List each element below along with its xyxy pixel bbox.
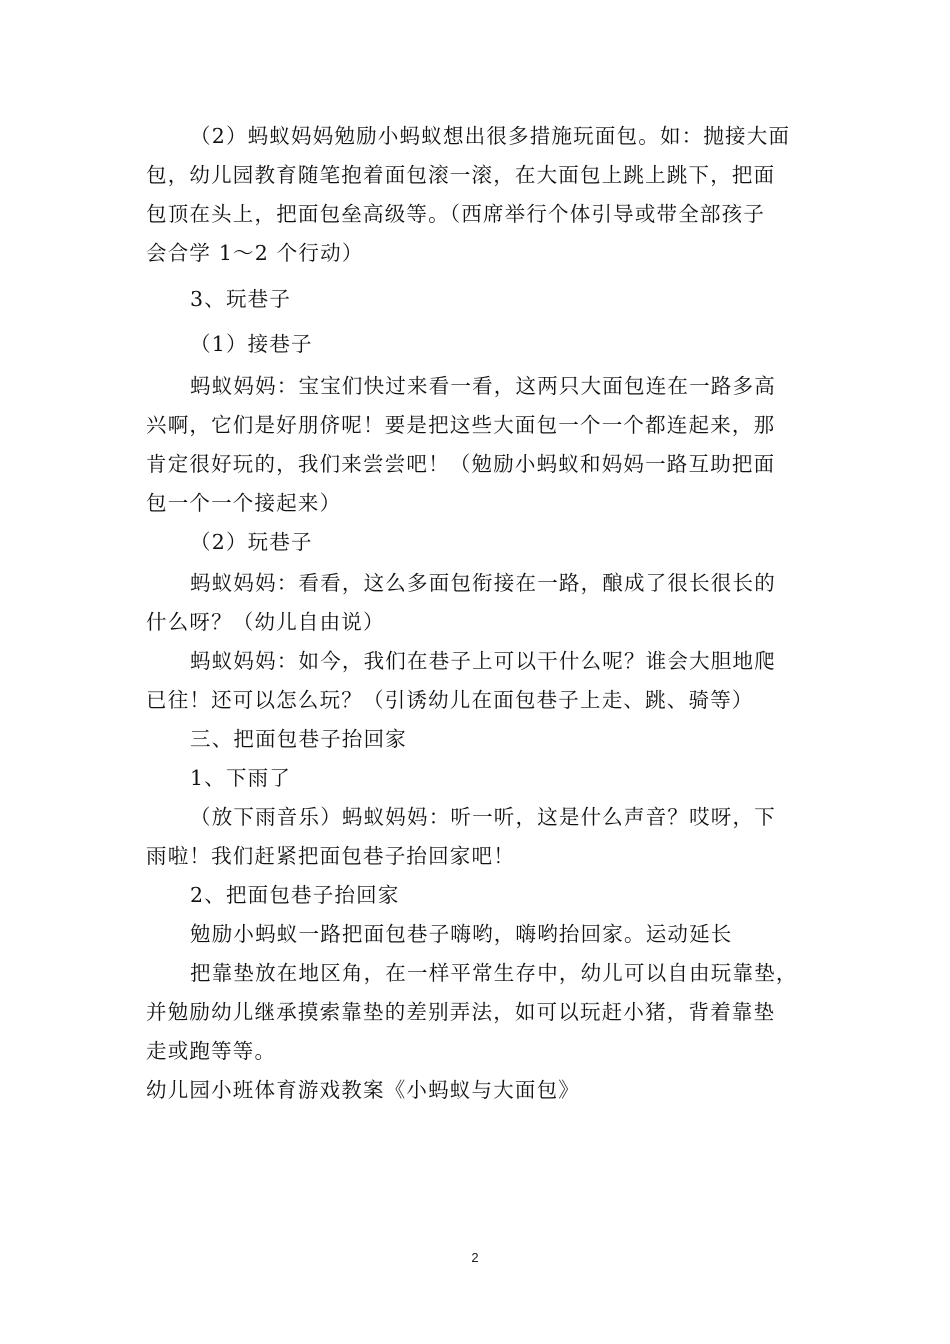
paragraph-line: 肯定很好玩的，我们来尝尝吧！（勉励小蚂蚁和妈妈一路互助把面 bbox=[146, 452, 776, 476]
document-title-line: 幼儿园小班体育游戏教案《小蚂蚁与大面包》 bbox=[146, 1078, 580, 1102]
paragraph-line: 勉励小蚂蚁一路把面包巷子嗨哟，嗨哟抬回家。运动延长 bbox=[190, 922, 733, 946]
paragraph-line: 包一个一个接起来） bbox=[146, 491, 342, 515]
paragraph-line: （2）蚂蚁妈妈勉励小蚂蚁想出很多措施玩面包。如：抛接大面 bbox=[190, 124, 791, 148]
subsection-heading: （1）接巷子 bbox=[190, 332, 313, 356]
subsection-heading: （2）玩巷子 bbox=[190, 530, 313, 554]
paragraph-line: 兴啊，它们是好朋侪呢！要是把这些大面包一个一个都连起来，那 bbox=[146, 413, 776, 437]
section-heading: 三、把面包巷子抬回家 bbox=[190, 727, 407, 751]
paragraph-line: 包，幼儿园教育随笔抱着面包滚一滚，在大面包上跳上跳下，把面 bbox=[146, 163, 776, 187]
section-heading: 3、玩巷子 bbox=[190, 287, 292, 311]
paragraph-line: 蚂蚁妈妈：如今，我们在巷子上可以干什么呢？谁会大胆地爬 bbox=[190, 649, 776, 673]
paragraph-line: （放下雨音乐）蚂蚁妈妈：听一听，这是什么声音？哎呀，下 bbox=[190, 805, 776, 829]
page-number: 2 bbox=[471, 1250, 479, 1265]
paragraph-line: 把靠垫放在地区角，在一样平常生存中，幼儿可以自由玩靠垫， bbox=[190, 961, 798, 985]
paragraph-line: 蚂蚁妈妈：看看，这么多面包衔接在一路，酿成了很长很长的 bbox=[190, 571, 776, 595]
paragraph-line: 会合学 1～2 个行动） bbox=[146, 241, 364, 265]
paragraph-line: 蚂蚁妈妈：宝宝们快过来看一看，这两只大面包连在一路多高 bbox=[190, 374, 776, 398]
paragraph-line: 包顶在头上，把面包垒高级等。（西席举行个体引导或带全部孩子 bbox=[146, 202, 766, 226]
paragraph-line: 走或跑等等。 bbox=[146, 1039, 277, 1063]
subsection-heading: 1、下雨了 bbox=[190, 766, 292, 790]
subsection-heading: 2、把面包巷子抬回家 bbox=[190, 883, 400, 907]
paragraph-line: 已往！还可以怎么玩？（引诱幼儿在面包巷子上走、跳、骑等） bbox=[146, 688, 754, 712]
paragraph-line: 并勉励幼儿继承摸索靠垫的差别弄法，如可以玩赶小猪，背着靠垫 bbox=[146, 1000, 776, 1024]
paragraph-line: 什么呀？（幼儿自由说） bbox=[146, 610, 385, 634]
paragraph-line: 雨啦！我们赶紧把面包巷子抬回家吧！ bbox=[146, 844, 515, 868]
